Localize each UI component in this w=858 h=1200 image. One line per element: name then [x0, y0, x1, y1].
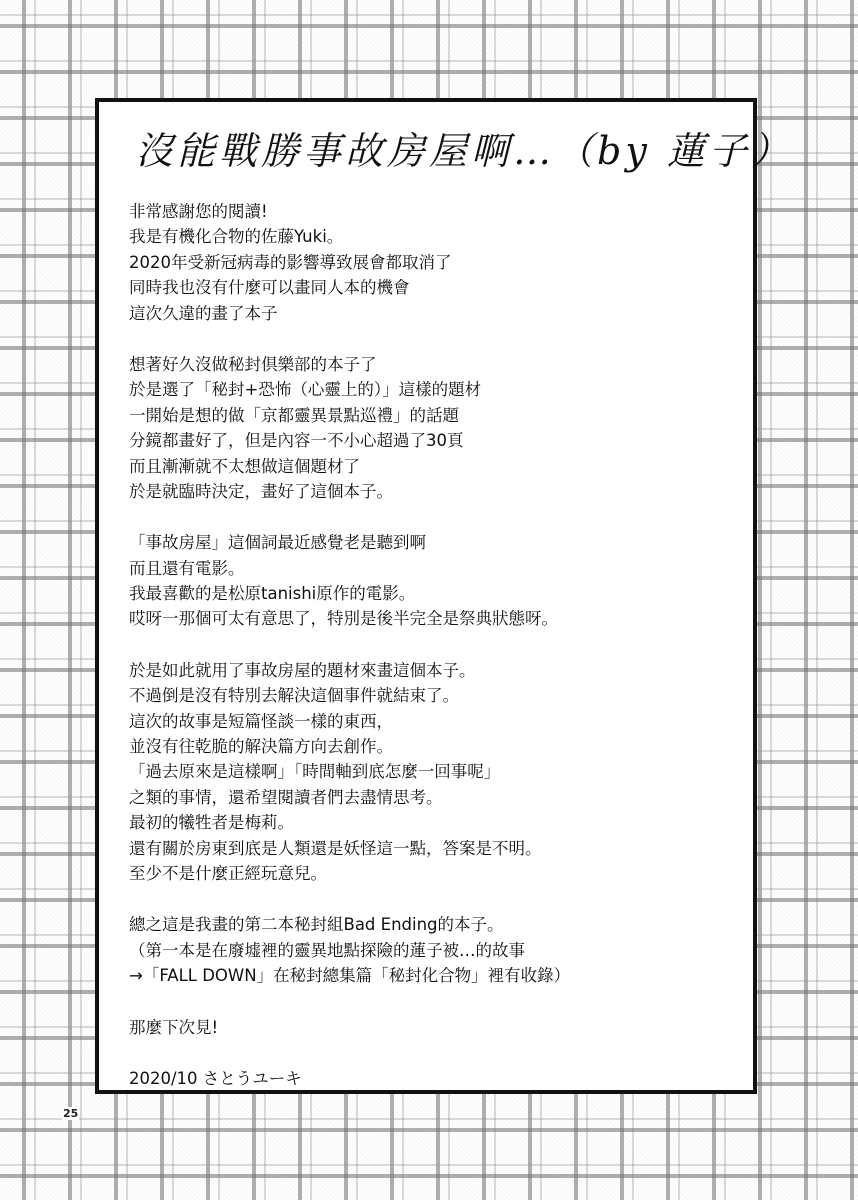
text-line: 哎呀一那個可太有意思了，特別是後半完全是祭典狀態呀。 — [129, 609, 558, 629]
signature-paragraph — [129, 1066, 729, 1091]
text-line: （第一本是在廢墟裡的靈異地點探險的蓮子被…的故事 — [129, 940, 525, 960]
text-line: 而且還有電影。 — [129, 558, 245, 578]
text-line: 而且漸漸就不太想做這個題材了 — [129, 456, 360, 476]
text-line: 同時我也沒有什麼可以畫同人本的機會 — [129, 278, 410, 298]
text-line: 至少不是什麼正經玩意兒。 — [129, 863, 327, 883]
afterword-panel — [95, 98, 793, 1094]
text-line: 那麼下次見! — [129, 1017, 219, 1037]
paragraph — [129, 199, 729, 326]
text-line: 這次的故事是短篇怪談一樣的東西， — [129, 711, 393, 731]
text-line: 分鏡都畫好了，但是內容一不小心超過了30頁 — [129, 431, 464, 451]
text-line: 最初的犧牲者是梅莉。 — [129, 813, 294, 833]
text-line: 並沒有往乾脆的解決篇方向去創作。 — [129, 737, 393, 757]
paragraph — [129, 912, 729, 988]
paragraph — [129, 530, 729, 632]
text-line: 一開始是想的做「京都靈異景點巡禮」的話題 — [129, 405, 459, 425]
text-line: 我最喜歡的是松原tanishi原作的電影。 — [129, 584, 416, 604]
paragraph — [129, 1015, 729, 1040]
text-line: 2020年受新冠病毒的影響導致展會都取消了 — [129, 252, 452, 272]
text-line: 想著好久沒做秘封倶樂部的本子了 — [129, 354, 377, 374]
text-line: 還有關於房東到底是人類還是妖怪這一點，答案是不明。 — [129, 838, 542, 858]
text-line: 於是選了「秘封+恐怖（心靈上的）」這樣的題材 — [129, 380, 482, 400]
text-line: 不過倒是沒有特別去解決這個事件就結束了。 — [129, 686, 459, 706]
paragraph — [129, 352, 729, 504]
text-line: 總之這是我畫的第二本秘封組Bad Ending的本子。 — [129, 915, 504, 935]
text-line: 「過去原來是這樣啊」「時間軸到底怎麼一回事呢」 — [129, 762, 501, 782]
text-line: 這次久違的畫了本子 — [129, 303, 278, 323]
text-line: 「事故房屋」這個詞最近感覺老是聽到啊 — [129, 533, 426, 553]
text-line: →「FALL DOWN」在秘封總集篇「秘封化合物」裡有收錄） — [129, 966, 571, 986]
text-line: 於是就臨時決定，畫好了這個本子。 — [129, 481, 393, 501]
paragraph — [129, 658, 729, 887]
afterword-title: 沒能戰勝事故房屋啊…（by 蓮子） — [135, 129, 793, 173]
text-line: 之類的事情，還希望閱讀者們去盡情思考。 — [129, 787, 443, 807]
page-number: 25 — [63, 1107, 79, 1120]
text-line: 於是如此就用了事故房屋的題材來畫這個本子。 — [129, 660, 476, 680]
text-line: 我是有機化合物的佐藤Yuki。 — [129, 227, 344, 247]
afterword-body — [129, 199, 729, 1117]
text-line: 非常感謝您的閱讀! — [129, 202, 268, 221]
date-signature: 2020/10 さとうユーキ — [129, 1068, 302, 1088]
